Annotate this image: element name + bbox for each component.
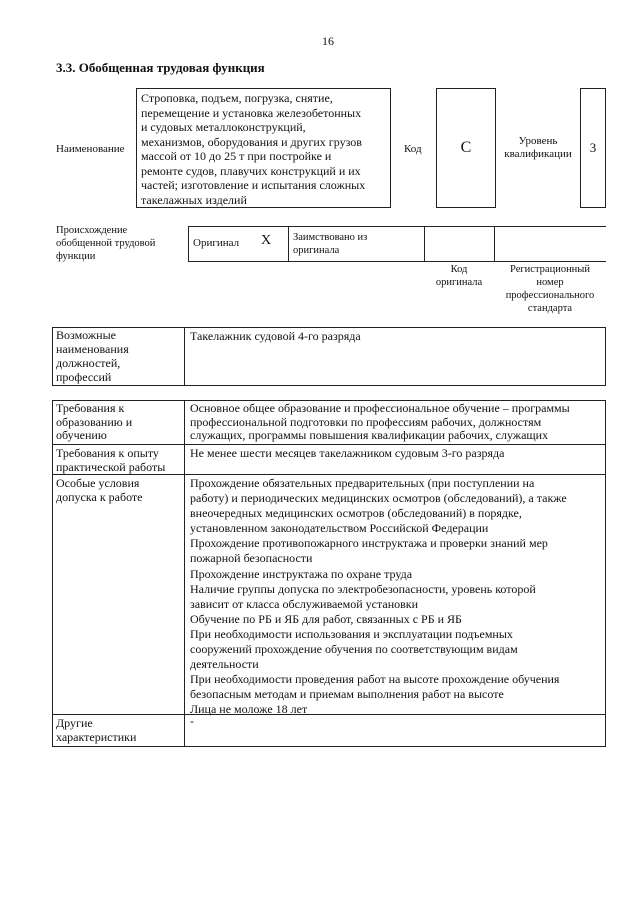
requirements-divider [184, 400, 185, 747]
special-conditions-label: Особые условия допуска к работе [56, 476, 143, 504]
reg-number-caption: Регистрационный номер профессионального стандарта [505, 264, 595, 314]
origin-divider-1 [188, 226, 189, 261]
origin-label: Происхождение обобщенной трудовой функции [56, 225, 156, 262]
borrowed-label: Заимствовано из оригинала [293, 232, 368, 256]
page-number: 16 [322, 34, 334, 48]
level-label: Уровень квалификации [504, 135, 572, 160]
code-original-caption: Код оригинала [435, 264, 483, 288]
origin-bottom-line [188, 261, 606, 262]
positions-value: Такелажник судовой 4-го разряда [190, 329, 361, 343]
education-requirements-label: Требования к образованию и обучению [56, 401, 133, 442]
requirements-row-line-1 [52, 444, 606, 445]
name-text: Строповка, подъем, погрузка, снятие, перемещение и установка железобетонных и судовых металлоконструкций, механизмов, оборудования и других грузов массой от 10 до 25 т при постройке и ремонте судов, плавучих конструкций и их частей; изготовление и испытания сложных такелажных изделий [141, 91, 366, 207]
section-title: 3.3. Обобщенная трудовая функция [56, 60, 265, 75]
requirements-row-line-2 [52, 474, 606, 475]
special-conditions-value: Прохождение обязательных предварительных (при поступлении на работу) и периодических медицинских осмотров (обследований), а также внеочередных медицинских осмотров (обследований) в порядке, установленном законодательством Российской Федерации Прохождение противопожарного инструктажа и проверки знаний мер пожарной безопасности Прохождение инструктажа по охране труда Наличие группы допуска по электробезопасности, уровень которой зависит от класса обслуживаемой установки Обучение по РБ и ЯБ для работ, связанных с РБ и ЯБ При необходимости использования и эксплуатации подъемных сооружений прохождение обучения по соответствующим видам деятельности При необходимости проведения работ на высоте прохождение обучения безопасным методам и приемам выполнения работ на высоте Лица не моложе 18 лет [190, 476, 567, 717]
code-label: Код [404, 143, 422, 155]
experience-requirements-label: Требования к опыту практической работы [56, 446, 166, 474]
original-mark: X [261, 233, 272, 248]
origin-divider-4 [494, 226, 495, 261]
code-value: C [460, 139, 472, 156]
origin-top-line [188, 226, 606, 227]
positions-label: Возможные наименования должностей, профессий [56, 328, 129, 384]
original-label: Оригинал [193, 237, 240, 249]
education-requirements-value: Основное общее образование и профессиональное обучение – программы профессиональной подготовки по профессиям рабочих, должностям служащих, программы повышения квалификации рабочих, служащих [190, 401, 570, 442]
other-characteristics-label: Другие характеристики [56, 716, 137, 744]
level-value: 3 [589, 140, 597, 155]
other-characteristics-value: - [190, 714, 194, 728]
name-label: Наименование [56, 143, 125, 155]
positions-divider [184, 327, 185, 386]
origin-divider-2 [288, 226, 289, 261]
experience-requirements-value: Не менее шести месяцев такелажником судовым 3-го разряда [190, 446, 505, 460]
origin-divider-3 [424, 226, 425, 261]
